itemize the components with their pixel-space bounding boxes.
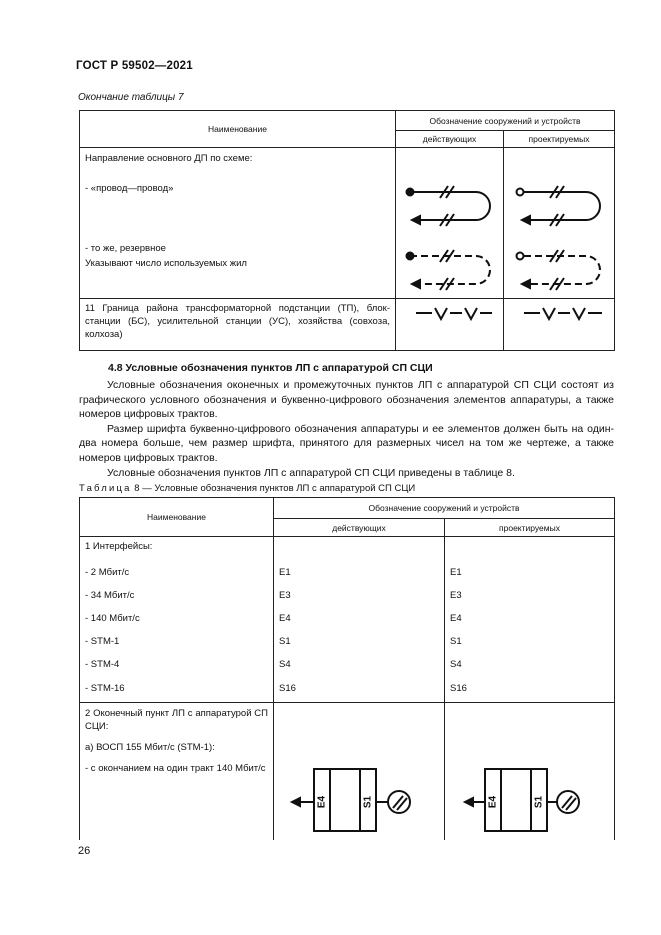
paragraph-1: Условные обозначения оконечных и промежуточных пунктов ЛП с аппаратурой СП СЦИ состоят из графического условного обозначения и буквенно-цифрового обозначения элементов аппаратуры, а также номеров цифровых трактов. bbox=[79, 379, 614, 421]
table-row bbox=[80, 561, 615, 584]
t7-header-existing: действующих bbox=[396, 131, 504, 148]
table8-caption bbox=[79, 483, 415, 494]
t8-group2-line2: а) ВОСП 155 Мбит/с (STM-1): bbox=[85, 741, 215, 753]
t7-row2-text: 11 Граница района трансформаторной подстанции (ТП), блок-станции (БС), усилительной станции (УС), хозяйства (совхоза, колхоза) bbox=[85, 303, 390, 340]
t7-row2-name bbox=[80, 299, 396, 351]
paragraph-3: Условные обозначения пунктов ЛП с аппаратурой СП СЦИ приведены в таблице 8. bbox=[107, 466, 515, 479]
substation-boundary-planned-symbol bbox=[504, 299, 615, 329]
t8-row-name: - 2 Мбит/с bbox=[80, 561, 274, 584]
wire-direction-existing-symbol bbox=[396, 148, 504, 295]
terminal-point-planned-symbol bbox=[445, 703, 615, 837]
t8-group1-existing-cell bbox=[274, 537, 445, 562]
t8-row-planned: S4 bbox=[445, 653, 615, 676]
table-row bbox=[80, 630, 615, 653]
t8-row-planned: S1 bbox=[445, 630, 615, 653]
t8-header-existing: действующих bbox=[274, 519, 445, 537]
t8-header-planned: проектируемых bbox=[445, 519, 615, 537]
t8-row-name: - 140 Мбит/с bbox=[80, 607, 274, 630]
t7-row1-line1: Направление основного ДП по схеме: bbox=[85, 153, 253, 164]
t7-row1-line4: Указывают число используемых жил bbox=[85, 258, 247, 269]
t8-row-existing: S16 bbox=[274, 676, 445, 702]
t8-row-planned: S16 bbox=[445, 676, 615, 702]
wire-direction-planned-symbol bbox=[504, 148, 615, 295]
t7-row1-line2: - «провод—провод» bbox=[85, 183, 174, 194]
t8-group2-line1: 2 Оконечный пункт ЛП с аппаратурой СП СЦИ: bbox=[85, 707, 268, 732]
t8-group1-title: 1 Интерфейсы: bbox=[85, 541, 153, 552]
t8-row-planned: E3 bbox=[445, 584, 615, 607]
t8-group2-name-cell bbox=[80, 702, 274, 840]
t7-row1-existing bbox=[396, 148, 504, 299]
t8-row-planned: E1 bbox=[445, 561, 615, 584]
symbol-label-s1: S1 bbox=[362, 795, 374, 808]
t8-row-name: - STM-16 bbox=[80, 676, 274, 702]
t7-row2-existing bbox=[396, 299, 504, 351]
table-8 bbox=[79, 497, 615, 840]
t7-row1-line3: - то же, резервное bbox=[85, 243, 166, 254]
t8-group2-planned-cell bbox=[445, 702, 615, 840]
t8-row-name: - STM-4 bbox=[80, 653, 274, 676]
table-row bbox=[80, 653, 615, 676]
t8-row-existing: E4 bbox=[274, 607, 445, 630]
t8-row-existing: E3 bbox=[274, 584, 445, 607]
t7-header-planned: проектируемых bbox=[504, 131, 615, 148]
t8-group2-line3: - с окончанием на один тракт 140 Мбит/с bbox=[85, 762, 266, 774]
t7-header-name: Наименование bbox=[80, 111, 396, 148]
section-heading: 4.8 Условные обозначения пунктов ЛП с аппаратурой СП СЦИ bbox=[108, 362, 433, 374]
section-body bbox=[79, 378, 614, 480]
paragraph-2: Размер шрифта буквенно-цифрового обозначения аппаратуры и ее элементов должен быть на один-два номера больше, чем размер шрифта, принятого для размерных чисел на том же чертеже, а также номеров цифровых трактов. bbox=[79, 422, 614, 464]
t8-header-name: Наименование bbox=[80, 498, 274, 537]
t8-group1-planned-cell bbox=[445, 537, 615, 562]
t7-row1-name bbox=[80, 148, 396, 299]
table7-caption: Окончание таблицы 7 bbox=[78, 92, 184, 103]
symbol-label-s1: S1 bbox=[533, 795, 545, 808]
t8-row-name: - 34 Мбит/с bbox=[80, 584, 274, 607]
t7-row1-planned bbox=[504, 148, 615, 299]
t8-row-existing: S1 bbox=[274, 630, 445, 653]
t8-group2-existing-cell bbox=[274, 702, 445, 840]
terminal-point-existing-symbol bbox=[274, 703, 445, 837]
t8-row-planned: E4 bbox=[445, 607, 615, 630]
table-7 bbox=[79, 110, 615, 351]
substation-boundary-existing-symbol bbox=[396, 299, 504, 329]
table8-caption-text: 8 — Условные обозначения пунктов ЛП с аппаратурой СП СЦИ bbox=[134, 483, 416, 494]
t7-row2-planned bbox=[504, 299, 615, 351]
symbol-label-e4: E4 bbox=[487, 795, 499, 808]
page-number: 26 bbox=[78, 845, 91, 857]
table-row bbox=[80, 607, 615, 630]
t8-group1-name-cell bbox=[80, 537, 274, 562]
t8-row-name: - STM-1 bbox=[80, 630, 274, 653]
table-row bbox=[80, 676, 615, 702]
t8-row-existing: S4 bbox=[274, 653, 445, 676]
symbol-label-e4: E4 bbox=[316, 795, 328, 808]
document-header: ГОСТ Р 59502—2021 bbox=[76, 60, 193, 72]
t7-header-group: Обозначение сооружений и устройств bbox=[396, 111, 615, 131]
t8-header-group: Обозначение сооружений и устройств bbox=[274, 498, 615, 519]
table8-caption-label: Таблица bbox=[79, 483, 132, 494]
t8-row-existing: E1 bbox=[274, 561, 445, 584]
table-row bbox=[80, 584, 615, 607]
